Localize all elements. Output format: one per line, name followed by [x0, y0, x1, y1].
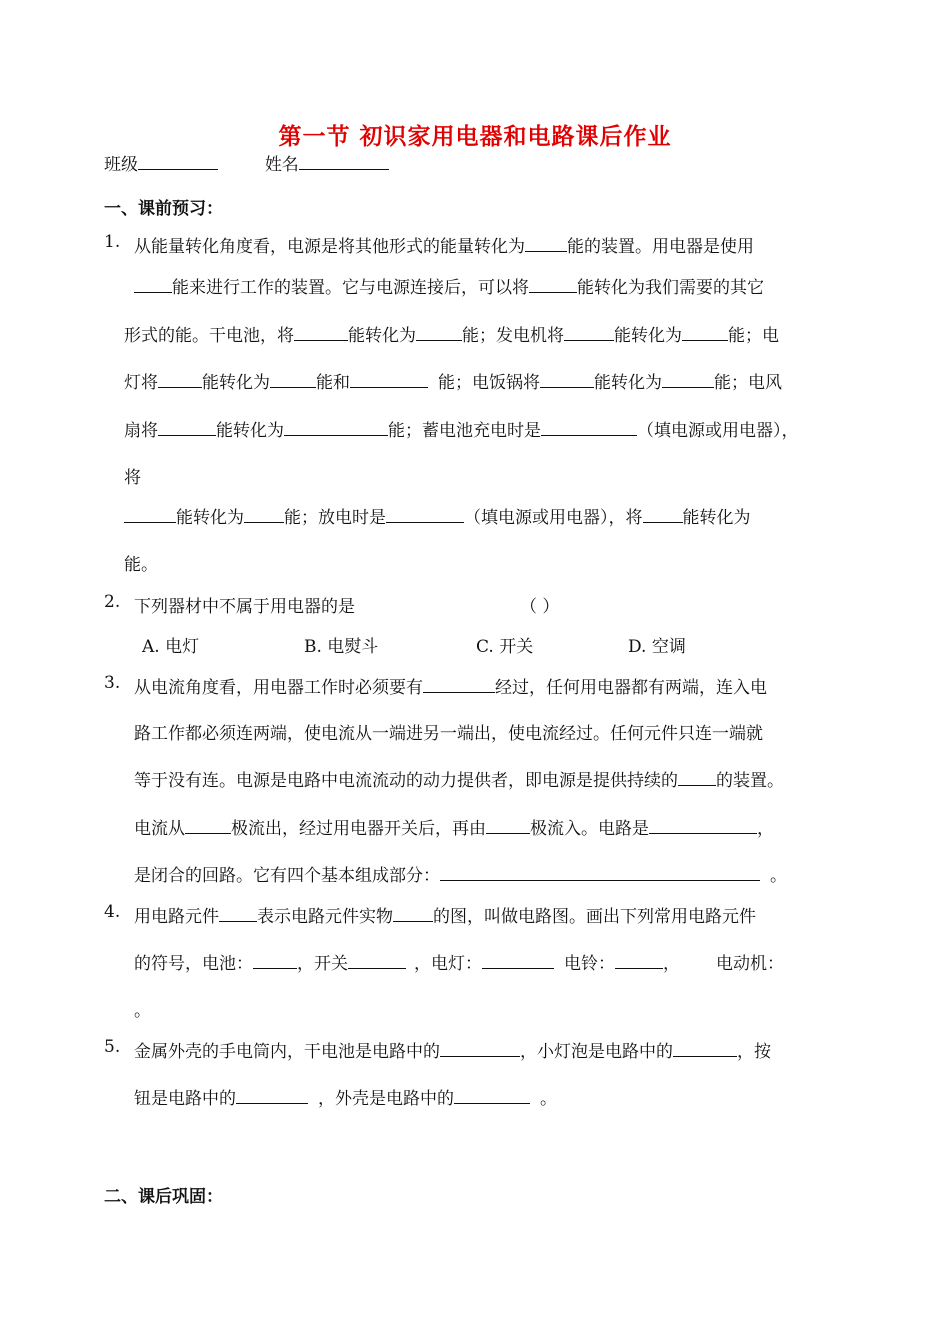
q5-blank[interactable]	[440, 1042, 520, 1057]
q3-line-4	[134, 814, 774, 839]
q1-text: 灯将	[124, 373, 158, 393]
q1-blank[interactable]	[294, 326, 348, 341]
q2-option-c[interactable]: C. 开关	[476, 637, 534, 657]
q2-number: 2.	[104, 592, 121, 612]
student-info	[104, 150, 389, 175]
q5-line-1	[134, 1037, 771, 1062]
q1-text: 能；电饭锅将	[438, 373, 540, 393]
q1-blank[interactable]	[529, 278, 577, 293]
q1-text: （填电源或用电器），将	[464, 508, 643, 528]
q4-text: ，电灯：	[414, 954, 482, 974]
q1-blank[interactable]	[682, 326, 728, 341]
q1-number: 1.	[104, 232, 121, 252]
q1-blank[interactable]	[540, 373, 594, 388]
q1-text: 能和	[316, 373, 350, 393]
q4-line-3: 。	[134, 1001, 151, 1021]
q1-text: 能；蓄电池充电时是	[388, 421, 541, 441]
q3-text: 从电流角度看，用电器工作时必须要有	[134, 678, 423, 698]
section-heading-preview: 一、课前预习：	[104, 199, 223, 219]
q1-blank[interactable]	[134, 278, 172, 293]
q1-text: 能转化为	[614, 326, 682, 346]
q3-text: 等于没有连。电源是电路中电流流动的动力提供者，即电源是提供持续的	[134, 771, 678, 791]
q4-text: 的符号，电池：	[134, 954, 253, 974]
q1-text: 形式的能。干电池，将	[124, 326, 294, 346]
q2-option-a[interactable]: A. 电灯	[142, 637, 200, 657]
name-blank[interactable]	[299, 155, 389, 170]
q4-blank[interactable]	[348, 954, 406, 969]
q3-text: 的装置。	[716, 771, 784, 791]
q1-line-4	[124, 368, 782, 393]
q1-blank[interactable]	[643, 508, 683, 523]
q1-text: 能转化为我们需要的其它	[577, 278, 764, 298]
q1-text: 能来进行工作的装置。它与电源连接后，可以将	[172, 278, 529, 298]
q1-text: 能；电风	[714, 373, 782, 393]
q3-number: 3.	[104, 673, 121, 693]
q1-blank[interactable]	[244, 508, 284, 523]
q1-line-3	[124, 321, 779, 346]
q4-line-2	[134, 949, 784, 974]
page-title: 第一节 初识家用电器和电路课后作业	[278, 124, 672, 150]
q2-option-b[interactable]: B. 电熨斗	[304, 637, 379, 657]
q1-text: 从能量转化角度看，电源是将其他形式的能量转化为	[134, 237, 525, 257]
q3-blank[interactable]	[486, 819, 530, 834]
q5-text: ，按	[737, 1042, 771, 1062]
q5-text: 。	[540, 1089, 557, 1109]
q3-line-3	[134, 766, 784, 791]
q1-text: 能；电	[728, 326, 779, 346]
q1-text: 能转化为	[594, 373, 662, 393]
q4-text: 电动机：	[716, 954, 784, 974]
q2-answer-paren[interactable]: （ ）	[520, 597, 560, 617]
q1-blank[interactable]	[525, 237, 567, 252]
q1-blank[interactable]	[564, 326, 614, 341]
q3-text: 极流出，经过用电器开关后，再由	[231, 819, 486, 839]
q1-blank[interactable]	[350, 373, 428, 388]
q5-blank[interactable]	[454, 1089, 530, 1104]
q3-line-1	[134, 673, 767, 698]
q1-line-7	[124, 503, 751, 528]
q1-blank[interactable]	[416, 326, 462, 341]
q1-line-8	[124, 550, 158, 575]
q1-text: 扇将	[124, 421, 158, 441]
q1-text: 能转化为	[176, 508, 244, 528]
q4-text: ，	[663, 954, 680, 974]
q1-line-1	[134, 232, 754, 257]
q3-text: 极流入。电路是	[530, 819, 649, 839]
q3-blank[interactable]	[440, 866, 760, 881]
q1-text: 能转化为	[202, 373, 270, 393]
q4-blank[interactable]	[393, 907, 433, 922]
q1-text: （填电源或用电器），	[637, 421, 799, 441]
q4-blank[interactable]	[253, 954, 297, 969]
q5-text: 钮是电路中的	[134, 1089, 236, 1109]
q1-blank[interactable]	[284, 421, 388, 436]
q1-blank[interactable]	[158, 421, 216, 436]
q4-number: 4.	[104, 902, 121, 922]
q1-blank[interactable]	[270, 373, 316, 388]
class-blank[interactable]	[138, 155, 218, 170]
q3-text: 。	[770, 866, 787, 886]
q1-blank[interactable]	[662, 373, 714, 388]
q5-line-2	[134, 1084, 557, 1109]
q4-blank[interactable]	[482, 954, 554, 969]
q1-blank[interactable]	[124, 508, 176, 523]
q4-blank[interactable]	[615, 954, 663, 969]
q1-blank[interactable]	[386, 508, 464, 523]
q3-text: 经过，任何用电器都有两端，连入电	[495, 678, 767, 698]
q4-text: 表示电路元件实物	[257, 907, 393, 927]
q1-line-6	[124, 463, 141, 488]
q1-blank[interactable]	[541, 421, 637, 436]
q1-text: 将	[124, 468, 141, 488]
section-heading-review: 二、课后巩固：	[104, 1187, 223, 1207]
name-label: 姓名	[264, 155, 299, 175]
q3-blank[interactable]	[678, 771, 716, 786]
q1-blank[interactable]	[158, 373, 202, 388]
q3-text: 电流从	[134, 819, 185, 839]
q5-text: ，小灯泡是电路中的	[520, 1042, 673, 1062]
q4-text: 的图，叫做电路图。画出下列常用电路元件	[433, 907, 756, 927]
q1-text: 能。	[124, 555, 158, 575]
q5-text: ，外壳是电路中的	[318, 1089, 454, 1109]
q3-line-2: 路工作都必须连两端，使电流从一端进另一端出，使电流经过。任何元件只连一端就	[134, 724, 763, 744]
q4-text: 电铃：	[564, 954, 615, 974]
q5-blank[interactable]	[673, 1042, 737, 1057]
q4-text: ，开关	[297, 954, 348, 974]
q2-option-d[interactable]: D. 空调	[628, 637, 686, 657]
q1-text: 能转化为	[682, 508, 751, 528]
q1-line-5	[124, 416, 799, 441]
q1-text: 能；发电机将	[462, 326, 564, 346]
q4-line-1	[134, 902, 756, 927]
q1-text: 能的装置。用电器是使用	[567, 237, 754, 257]
q3-blank[interactable]	[185, 819, 231, 834]
class-label: 班级	[104, 155, 138, 175]
q3-text: ，	[757, 819, 774, 839]
q4-blank[interactable]	[219, 907, 257, 922]
q4-text: 用电路元件	[134, 907, 219, 927]
q5-number: 5.	[104, 1037, 121, 1057]
q3-line-5	[134, 861, 787, 886]
q3-blank[interactable]	[649, 819, 757, 834]
q5-blank[interactable]	[236, 1089, 308, 1104]
q3-blank[interactable]	[423, 678, 495, 693]
q2-line	[134, 592, 355, 617]
q1-text: 能转化为	[348, 326, 416, 346]
q1-text: 能转化为	[216, 421, 284, 441]
q3-text: 是闭合的回路。它有四个基本组成部分：	[134, 866, 440, 886]
q1-text: 能；放电时是	[284, 508, 386, 528]
q1-line-2	[134, 273, 764, 298]
q2-text: 下列器材中不属于用电器的是	[134, 597, 355, 617]
q5-text: 金属外壳的手电筒内，干电池是电路中的	[134, 1042, 440, 1062]
